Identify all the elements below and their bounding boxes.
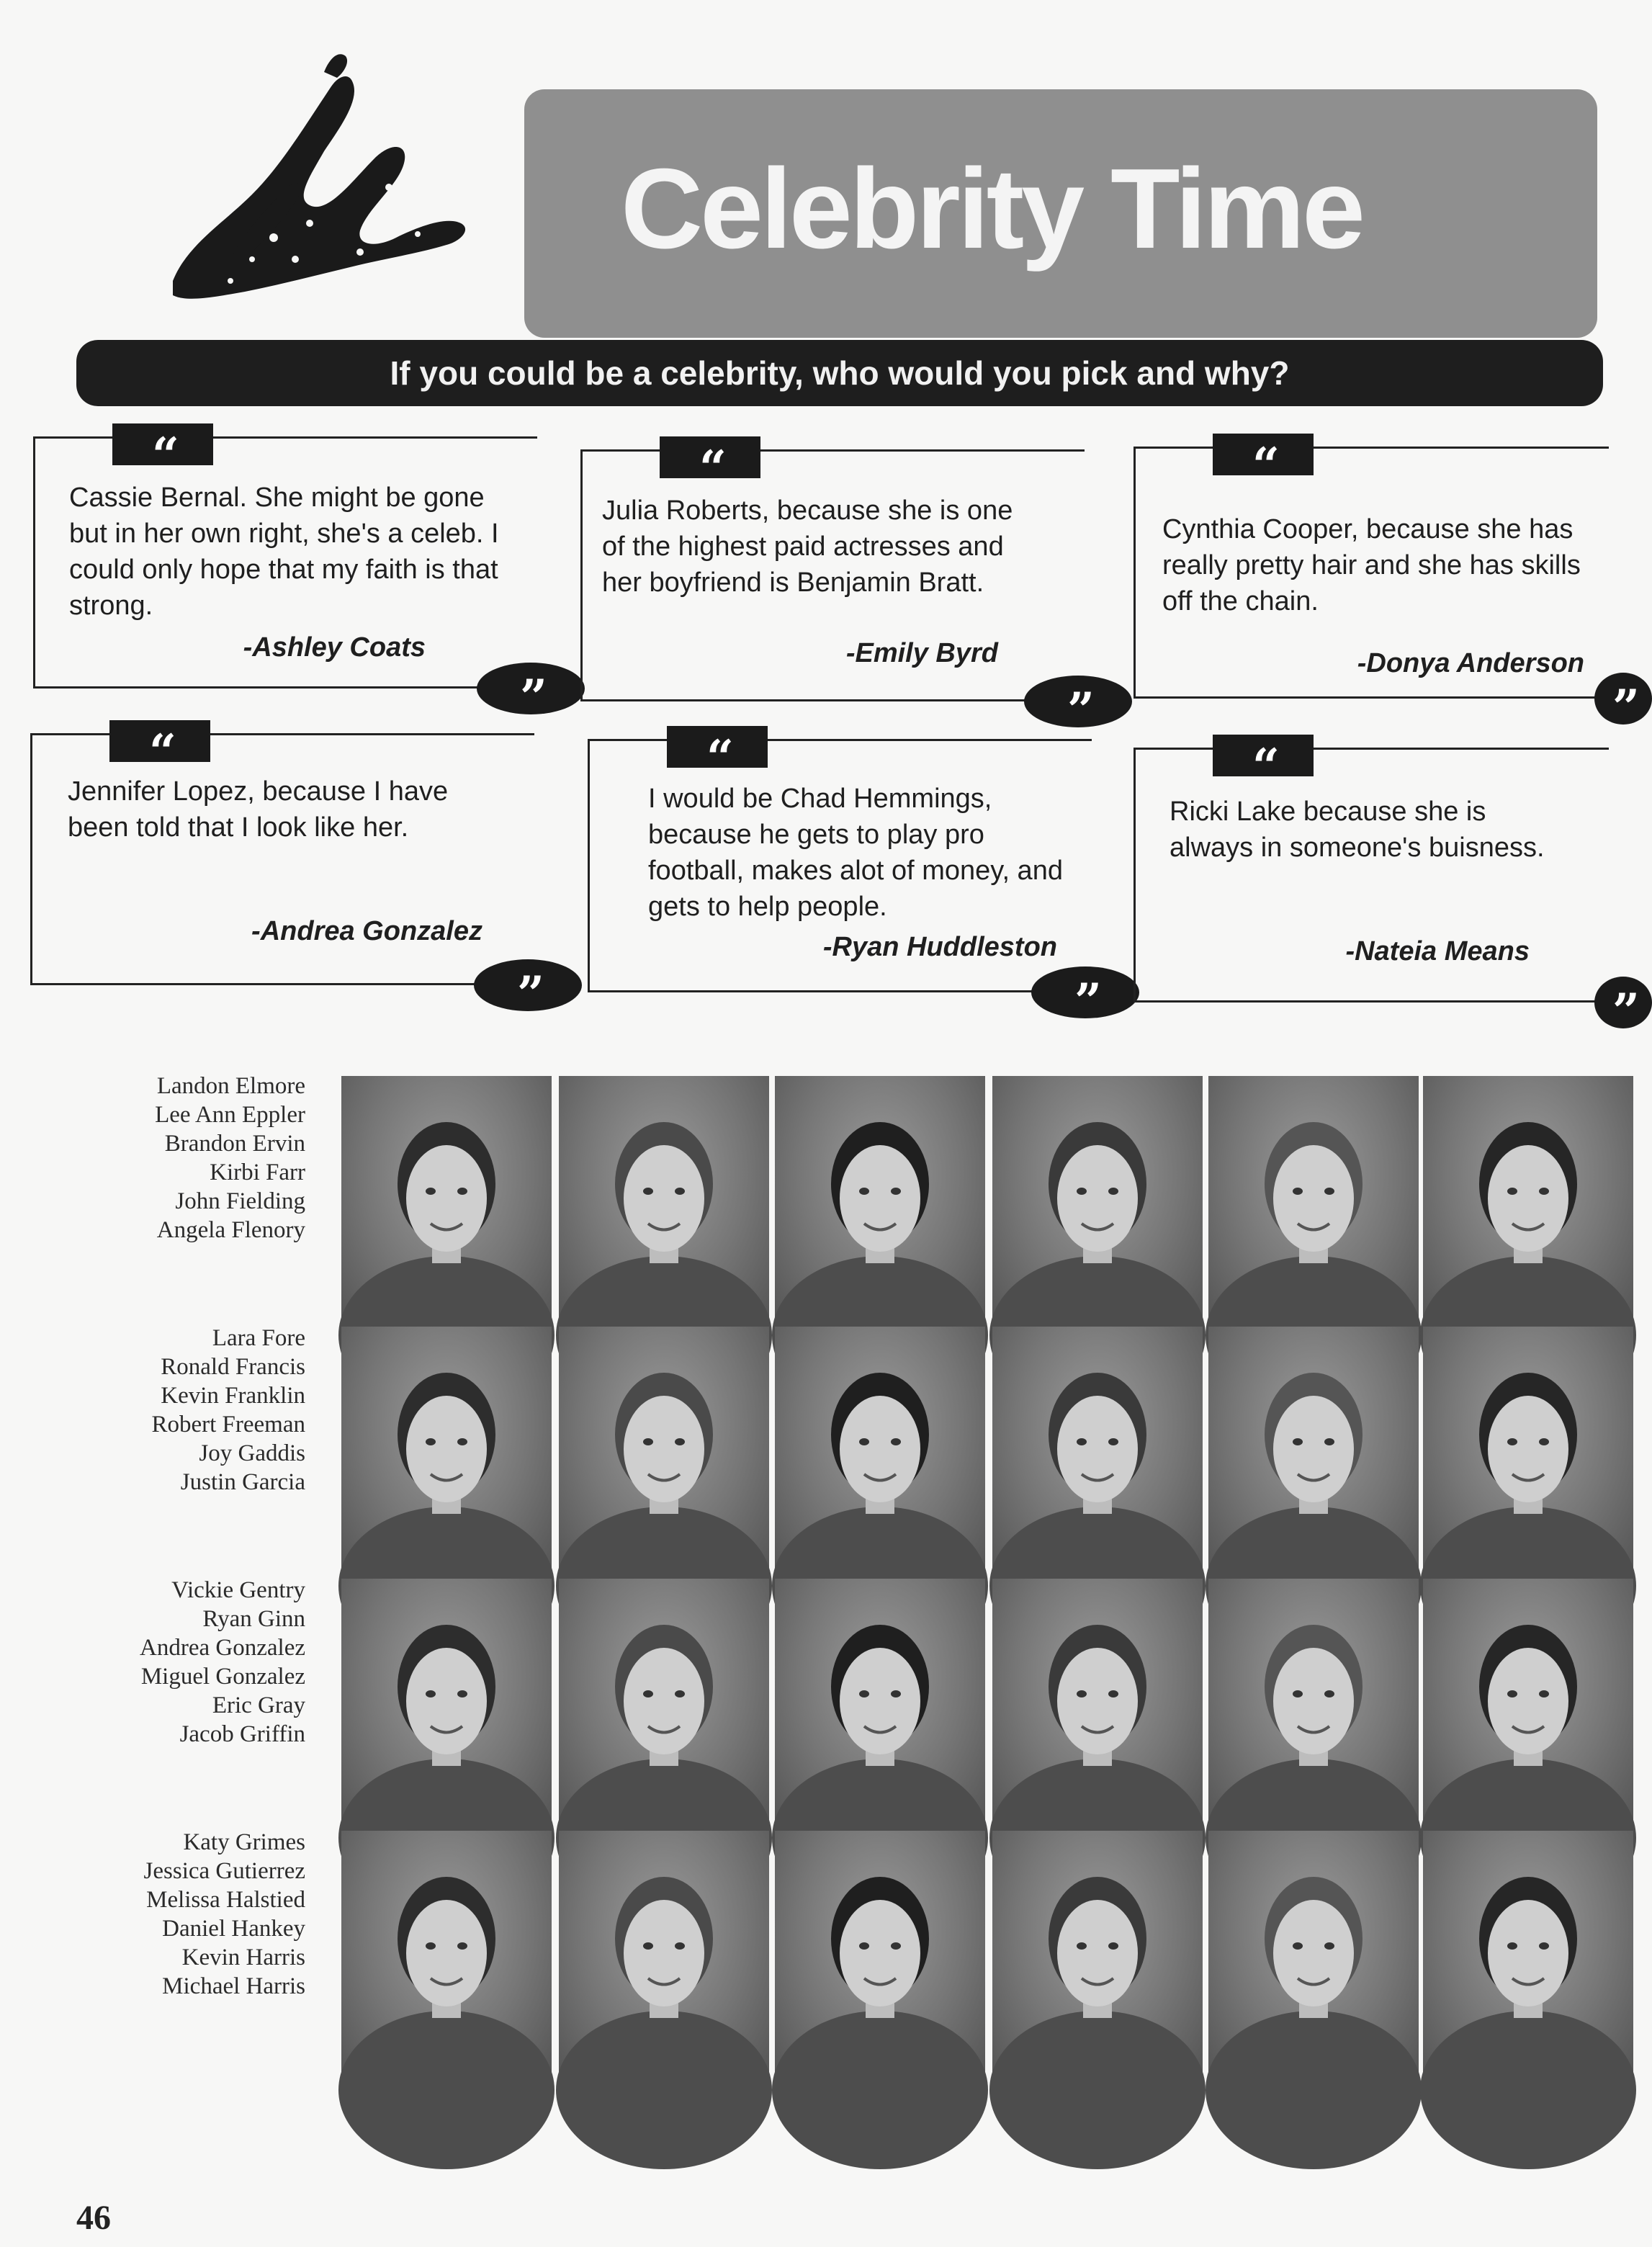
portrait-icon (775, 1579, 985, 1824)
page-title: Celebrity Time (621, 145, 1363, 272)
student-name: Kevin Franklin (161, 1383, 305, 1409)
scribble-decoration-icon (144, 43, 482, 317)
close-quote-icon: ” (1031, 966, 1139, 1018)
portrait-icon (992, 1579, 1203, 1824)
open-quote-icon: “ (660, 436, 760, 478)
student-portrait (341, 1327, 552, 1571)
open-quote-icon: “ (1213, 434, 1314, 475)
portrait-icon (1423, 1327, 1633, 1571)
open-quote-icon: “ (109, 720, 210, 762)
page-number: 46 (76, 2199, 111, 2237)
student-name: Michael Harris (162, 1973, 305, 1999)
quote-author: -Ashley Coats (243, 632, 426, 663)
student-portrait (992, 1579, 1203, 1824)
portrait-icon (341, 1076, 552, 1321)
close-quote-icon: ” (477, 663, 585, 714)
student-portrait (1423, 1831, 1633, 2076)
portrait-icon (1423, 1579, 1633, 1824)
quote-author: -Emily Byrd (845, 638, 998, 668)
open-quote-icon: “ (112, 423, 213, 465)
quote-author: -Donya Anderson (1357, 648, 1584, 678)
quote-text: Ricki Lake because she is always in someone's buisness. (1170, 797, 1545, 863)
student-name: Kevin Harris (181, 1945, 305, 1970)
portrait-icon (992, 1831, 1203, 2076)
student-name: Ronald Francis (161, 1354, 305, 1380)
quote-author: -Andrea Gonzalez (251, 916, 482, 946)
student-name: Ryan Ginn (202, 1606, 305, 1632)
quote-card (588, 730, 1096, 1029)
close-quote-icon: ” (1024, 676, 1132, 727)
portrait-icon (775, 1327, 985, 1571)
student-portrait (1208, 1327, 1419, 1571)
roster-names-row-4 (17, 1828, 305, 2001)
quote-card (580, 440, 1089, 738)
open-quote-icon: “ (1213, 735, 1314, 776)
student-portrait (1423, 1579, 1633, 1824)
student-name: John Fielding (175, 1188, 305, 1214)
quote-card (30, 724, 539, 1022)
portrait-icon (341, 1831, 552, 2076)
portrait-icon (559, 1579, 769, 1824)
student-name: Melissa Halstied (146, 1887, 305, 1913)
student-portrait (992, 1076, 1203, 1321)
quote-text: Julia Roberts, because she is one of the highest paid actresses and her boyfriend is Benjamin Bratt. (602, 495, 1013, 598)
student-name: Jessica Gutierrez (143, 1858, 305, 1884)
student-portrait (559, 1579, 769, 1824)
roster-names-row-3 (17, 1576, 305, 1749)
student-portrait (341, 1831, 552, 2076)
student-portrait (1208, 1831, 1419, 2076)
student-portrait (1208, 1076, 1419, 1321)
portrait-icon (1208, 1579, 1419, 1824)
student-name: Kirbi Farr (210, 1160, 305, 1185)
close-quote-icon: ” (1594, 673, 1652, 725)
portrait-icon (775, 1076, 985, 1321)
student-name: Robert Freeman (151, 1412, 305, 1438)
portrait-icon (341, 1327, 552, 1571)
student-portrait (1423, 1076, 1633, 1321)
student-portrait (559, 1076, 769, 1321)
portrait-icon (559, 1327, 769, 1571)
student-name: Justin Garcia (180, 1469, 305, 1495)
student-portrait (341, 1076, 552, 1321)
portrait-icon (1423, 1831, 1633, 2076)
open-quote-icon: “ (667, 726, 768, 768)
quote-text: I would be Chad Hemmings, because he gets to play pro football, makes alot of money, and gets to help people. (648, 784, 1063, 922)
portrait-icon (775, 1831, 985, 2076)
quote-author: -Ryan Huddleston (822, 932, 1057, 962)
student-portrait (341, 1579, 552, 1824)
roster-names-row-2 (17, 1324, 305, 1497)
quote-author: -Nateia Means (1345, 936, 1530, 966)
student-name: Eric Gray (212, 1692, 305, 1718)
portrait-icon (1208, 1076, 1419, 1321)
portrait-icon (559, 1831, 769, 2076)
student-portrait (1208, 1579, 1419, 1824)
question-bar (76, 340, 1603, 406)
student-portrait (559, 1831, 769, 2076)
student-portrait (775, 1327, 985, 1571)
student-name: Jacob Griffin (179, 1721, 305, 1747)
close-quote-icon: ” (1594, 977, 1652, 1028)
student-portrait (992, 1831, 1203, 2076)
close-quote-icon: ” (474, 959, 582, 1011)
quote-text: Cynthia Cooper, because she has really pretty hair and she has skills off the chain. (1162, 514, 1581, 616)
portrait-icon (1208, 1327, 1419, 1571)
student-portrait (992, 1327, 1203, 1571)
student-name: Angela Flenory (156, 1217, 305, 1243)
student-name: Joy Gaddis (199, 1440, 305, 1466)
portrait-icon (559, 1076, 769, 1321)
student-portrait (1423, 1327, 1633, 1571)
student-name: Landon Elmore (156, 1073, 305, 1099)
student-portrait (775, 1831, 985, 2076)
question-text: If you could be a celebrity, who would you pick and why? (390, 354, 1290, 392)
portrait-icon (1208, 1831, 1419, 2076)
student-name: Vickie Gentry (171, 1577, 305, 1603)
quote-card (1133, 437, 1634, 735)
student-portrait (775, 1579, 985, 1824)
portrait-icon (992, 1076, 1203, 1321)
student-portrait (559, 1327, 769, 1571)
roster-names-row-1 (17, 1072, 305, 1244)
student-name: Daniel Hankey (162, 1916, 305, 1942)
quote-card (1133, 738, 1634, 1039)
student-name: Miguel Gonzalez (140, 1664, 305, 1690)
student-name: Brandon Ervin (164, 1131, 305, 1157)
quote-text: Jennifer Lopez, because I have been told that I look like her. (68, 776, 449, 843)
student-portrait (775, 1076, 985, 1321)
student-name: Lee Ann Eppler (155, 1102, 305, 1128)
quote-text: Cassie Bernal. She might be gone but in her own right, she's a celeb. I could only hope that my faith is that strong. (69, 483, 499, 621)
portrait-icon (992, 1327, 1203, 1571)
portrait-icon (1423, 1076, 1633, 1321)
portrait-icon (341, 1579, 552, 1824)
quote-card (33, 427, 542, 725)
student-name: Katy Grimes (183, 1829, 305, 1855)
student-name: Lara Fore (212, 1325, 305, 1351)
student-name: Andrea Gonzalez (140, 1635, 305, 1661)
